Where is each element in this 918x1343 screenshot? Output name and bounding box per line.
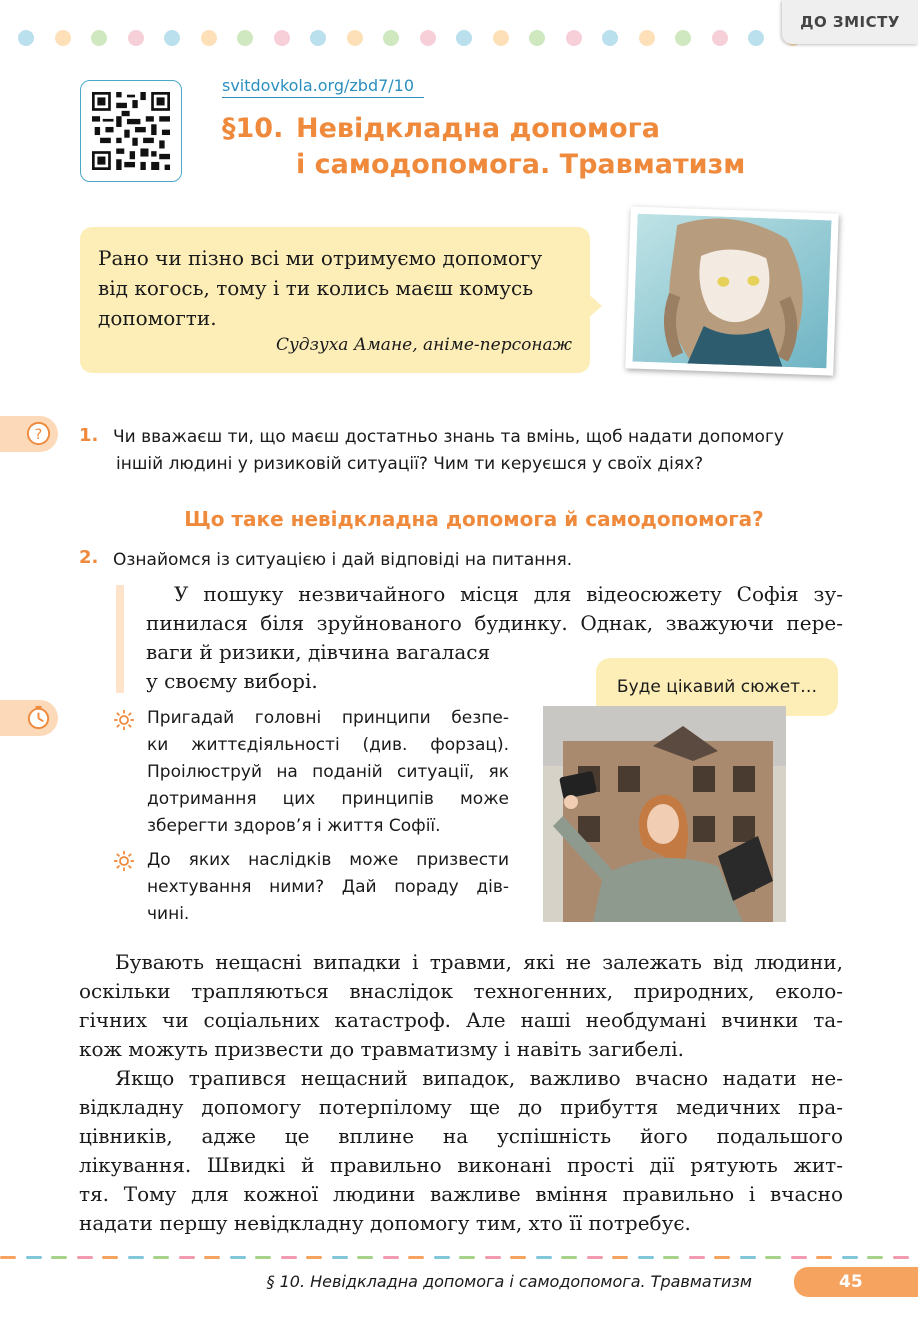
epigraph-quote [80,227,590,373]
decorative-dash [434,1256,450,1259]
toc-button[interactable]: ДО ЗМІСТУ [782,0,918,44]
quote-line: Рано чи пізно всі ми отримуємо допомогу [98,246,543,270]
body-line: Бувають нещасні випадки і травми, які не залежать від людини, [115,950,843,974]
decorative-dot [712,30,728,46]
bullet-item [147,847,509,928]
decorative-dot [602,30,618,46]
question-marker [0,416,58,452]
page-number: 45 [794,1267,918,1297]
decorative-dash [612,1256,628,1259]
body-line: лікування. Швидкі й правильно виконані прості дії рятують жит- [79,1153,843,1177]
decorative-dot [420,30,436,46]
quote-bubble-tail [586,292,602,320]
subheading: Що таке невідкладна допомога й самодопомога? [184,507,764,531]
body-line: гічних чи соціальних катастроф. Але наші необдумані вчинки та- [79,1008,843,1032]
situation-line: пинилася біля зруйнованого будинку. Однак, зважуючи пере- [146,611,843,635]
selfie-photo [543,706,786,922]
decorative-dash [714,1256,730,1259]
decorative-dash [0,1256,16,1259]
qr-code-icon [92,92,170,170]
body-paragraph-2 [79,1064,843,1238]
body-line: надати першу невідкладну допомогу тим, хто її потребує. [79,1211,691,1235]
decorative-dash [204,1256,220,1259]
bullet-line: зберегти здоров’я і життя Софії. [147,816,441,836]
decorative-dot [128,30,144,46]
bullet-line: До яких наслідків може призвести [147,850,509,870]
body-paragraph-1 [79,948,843,1064]
section-number: §10. [222,113,284,144]
bullet-line: дотримання цих принципів може [147,789,509,809]
bullet-line: чині. [147,904,190,924]
decorative-dash [510,1256,526,1259]
decorative-dash [179,1256,195,1259]
decorative-dot [310,30,326,46]
decorative-dash [485,1256,501,1259]
decorative-dot [18,30,34,46]
speech-bubble: Буде цікавий сюжет… [596,658,838,716]
task-line: іншій людині у ризиковій ситуації? Чим ти керуєшся у своїх діях? [116,454,704,474]
section-url-link[interactable]: svitdovkola.org/zbd7/10 [222,76,424,98]
decorative-dot [566,30,582,46]
time-marker [0,700,58,736]
decorative-dash [536,1256,552,1259]
decorative-dash [281,1256,297,1259]
decorative-dash [102,1256,118,1259]
decorative-dot [237,30,253,46]
decorative-dash [357,1256,373,1259]
decorative-dash [230,1256,246,1259]
bullet-item [147,705,509,840]
decorative-dash [765,1256,781,1259]
bullet-line: нехтування ними? Дай пораду дів- [147,877,509,897]
quote-line: допомогти. [98,306,217,330]
decorative-dash [153,1256,169,1259]
decorative-dot [383,30,399,46]
task-1-text [113,425,784,450]
question-icon [25,420,52,447]
svg-text:?: ? [34,426,43,443]
anime-character-illustration [625,206,839,375]
decorative-dashes [0,1256,918,1260]
decorative-dot [493,30,509,46]
decorative-dash [816,1256,832,1259]
situation-line: у своєму виборі. [146,669,318,693]
body-line: кож можуть призвести до травматизму і навіть загибелі. [79,1037,684,1061]
decorative-dot [529,30,545,46]
bullet-line: Пригадай головні принципи безпе- [147,708,509,728]
decorative-dash [740,1256,756,1259]
decorative-dot [164,30,180,46]
situation-line: У пошуку незвичайного місця для відеосюжету Софія зу- [174,582,843,606]
task-number: 2. [79,547,99,568]
decorative-dash [791,1256,807,1259]
decorative-dots [18,30,778,50]
body-line: тя. Тому для кожної людини важливе вміння правильно і вчасно [79,1182,843,1206]
decorative-dash [587,1256,603,1259]
decorative-dot [201,30,217,46]
bullet-line: Проілюструй на поданій ситуації, як [147,762,509,782]
sun-icon [114,710,134,730]
task-number: 1. [79,425,99,446]
body-line: оскільки трапляються внаслідок техногенних, природних, еколо- [79,979,843,1003]
decorative-dash [408,1256,424,1259]
quote-author: Судзуха Амане, аніме-персонаж [275,335,572,355]
decorative-dot [675,30,691,46]
decorative-dot [748,30,764,46]
sun-icon [114,851,134,871]
decorative-dot [91,30,107,46]
section-title-line-1: Невідкладна допомога [296,113,660,144]
body-line: відкладну допомогу потерпілому ще до прибуття медичних пра- [79,1095,843,1119]
body-line: Якщо трапився нещасний випадок, важливо вчасно надати не- [115,1066,843,1090]
body-line: цівників, адже це вплине на успішність його подальшого [79,1124,843,1148]
task-line: Чи вважаєш ти, що маєш достатньо знань та вмінь, щоб надати допомогу [113,427,784,447]
situation-accent-bar [116,585,124,693]
quote-line: від когось, тому і ти колись маєш комусь [98,276,534,300]
task-1-text-line-2 [116,452,703,477]
decorative-dash [842,1256,858,1259]
task-2-text: Ознайомся із ситуацією і дай відповіді на питання. [113,550,573,570]
decorative-dot [55,30,71,46]
bullet-line: ки життєдіяльності (див. форзац). [147,735,509,755]
decorative-dot [347,30,363,46]
stopwatch-icon [25,704,52,731]
decorative-dash [306,1256,322,1259]
decorative-dash [638,1256,654,1259]
decorative-dash [51,1256,67,1259]
decorative-dash [893,1256,909,1259]
qr-code[interactable] [80,80,182,182]
decorative-dash [128,1256,144,1259]
decorative-dash [255,1256,271,1259]
decorative-dash [383,1256,399,1259]
section-title-line-2: і самодопомога. Травматизм [296,149,746,180]
decorative-dash [332,1256,348,1259]
situation-line: ваги й ризики, дівчина вагалася [146,640,491,664]
decorative-dash [77,1256,93,1259]
decorative-dash [689,1256,705,1259]
decorative-dash [867,1256,883,1259]
decorative-dash [561,1256,577,1259]
decorative-dash [459,1256,475,1259]
decorative-dot [639,30,655,46]
decorative-dash [26,1256,42,1259]
running-title: § 10. Невідкладна допомога і самодопомога. Травматизм [266,1272,752,1291]
decorative-dot [274,30,290,46]
decorative-dash [663,1256,679,1259]
decorative-dot [456,30,472,46]
